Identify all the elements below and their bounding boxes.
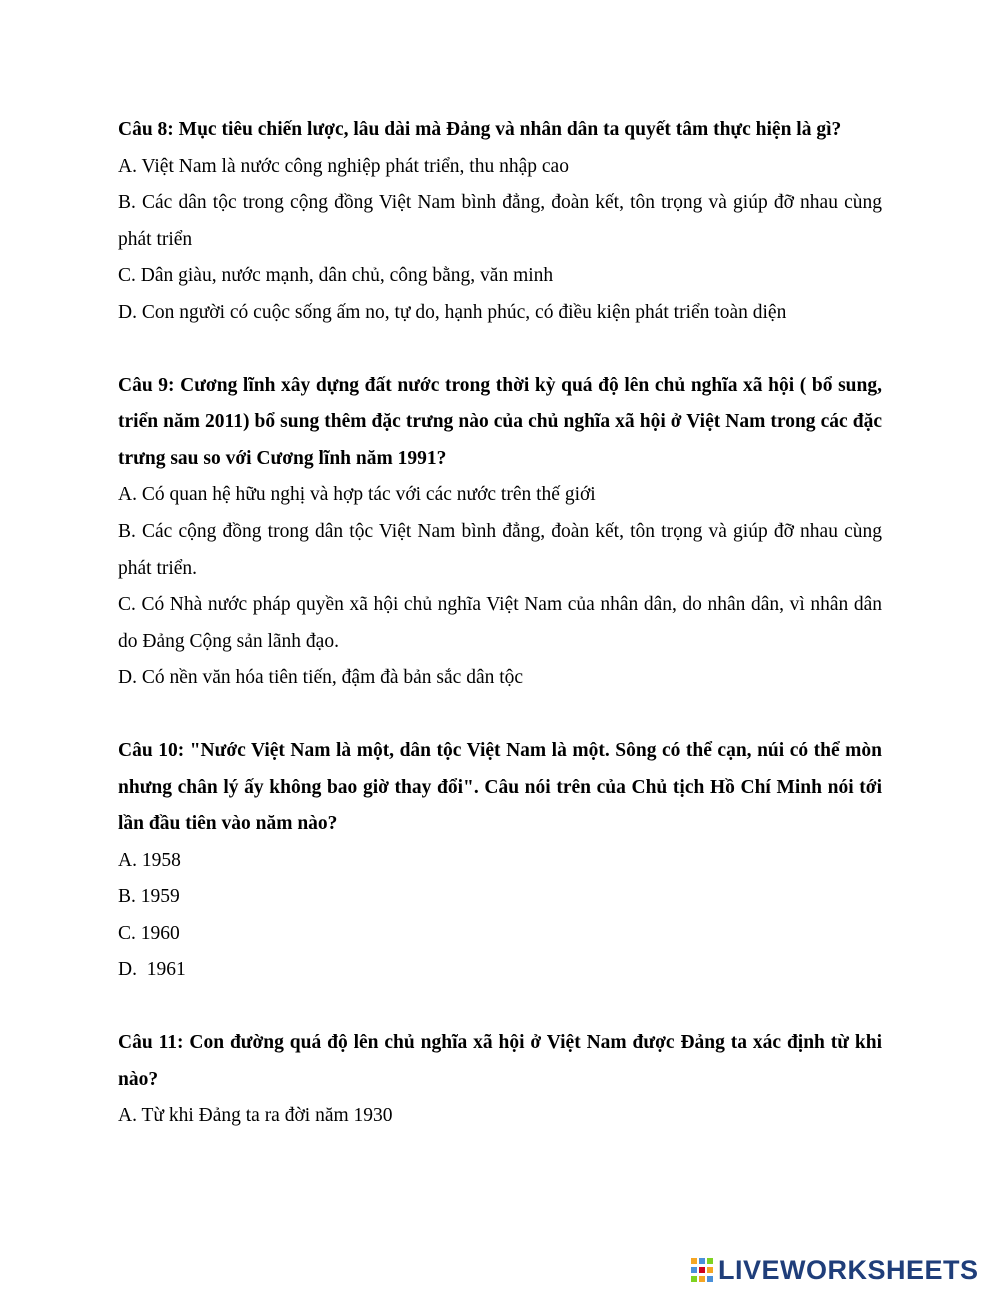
question-8 [118, 112, 882, 332]
logo-text: LIVEWORKSHEETS [718, 1255, 979, 1285]
question-title: Câu 8: Mục tiêu chiến lược, lâu dài mà Đảng và nhân dân ta quyết tâm thực hiện là gì? [118, 119, 842, 140]
answer-option-a: A. Từ khi Đảng ta ra đời năm 1930 [118, 1105, 393, 1127]
question-10 [118, 733, 882, 989]
answer-option-c: C. Dân giàu, nước mạnh, dân chủ, công bằng, văn minh [118, 265, 554, 287]
question-title: Câu 9: Cương lĩnh xây dựng đất nước trong thời kỳ quá độ lên chủ nghĩa xã hội ( bổ sung, triển năm 2011) bổ sung thêm đặc trưng nào của chủ nghĩa xã hội ở Việt Nam trong các đặc trưng sau so với Cương lĩnh năm 1991? [118, 374, 882, 469]
question-11 [118, 1025, 882, 1135]
answer-option-c: C. Có Nhà nước pháp quyền xã hội chủ nghĩa Việt Nam của nhân dân, do nhân dân, vì nhân dân do Đảng Cộng sản lãnh đạo. [118, 594, 882, 652]
liveworksheets-logo[interactable] [691, 1255, 979, 1285]
worksheet-page [118, 112, 882, 1171]
liveworksheets-logo-icon [691, 1258, 713, 1282]
answer-option-a: A. Việt Nam là nước công nghiệp phát triển, thu nhập cao [118, 155, 569, 177]
answer-option-d: D. Con người có cuộc sống ấm no, tự do, hạnh phúc, có điều kiện phát triển toàn diện [118, 301, 787, 323]
answer-option-b: B. 1959 [118, 886, 180, 908]
answer-option-c: C. 1960 [118, 922, 180, 944]
answer-option-d: D. 1961 [118, 959, 186, 981]
question-9 [118, 368, 882, 697]
answer-option-a: A. Có quan hệ hữu nghị và hợp tác với các nước trên thế giới [118, 484, 596, 506]
answer-option-a: A. 1958 [118, 849, 181, 871]
question-title: Câu 11: Con đường quá độ lên chủ nghĩa xã hội ở Việt Nam được Đảng ta xác định từ khi nào? [118, 1032, 882, 1090]
answer-option-d: D. Có nền văn hóa tiên tiến, đậm đà bản sắc dân tộc [118, 667, 524, 689]
question-title: Câu 10: "Nước Việt Nam là một, dân tộc Việt Nam là một. Sông có thể cạn, núi có thể mòn nhưng chân lý ấy không bao giờ thay đổi". Câu nói trên của Chủ tịch Hồ Chí Minh nói tới lần đầu tiên vào năm nào? [118, 739, 882, 835]
answer-option-b: B. Các cộng đồng trong dân tộc Việt Nam bình đẳng, đoàn kết, tôn trọng và giúp đỡ nhau cùng phát triển. [118, 520, 882, 579]
answer-option-b: B. Các dân tộc trong cộng đồng Việt Nam bình đẳng, đoàn kết, tôn trọng và giúp đỡ nhau cùng phát triển [118, 192, 882, 250]
